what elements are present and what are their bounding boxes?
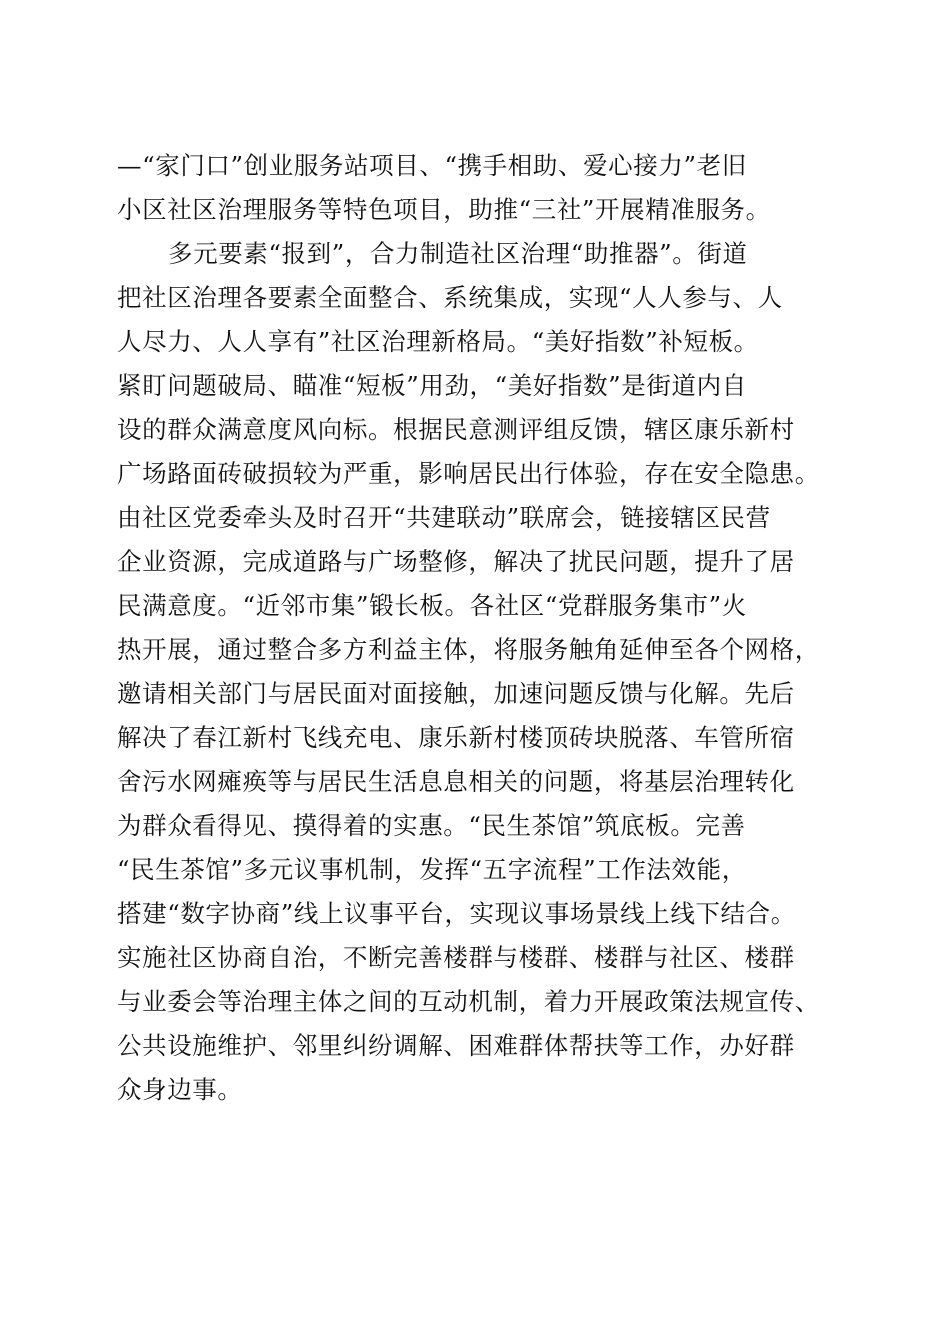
text-line-6: 紧盯问题破局、瞄准“短板”用劲，“美好指数”是街道内自 <box>117 371 747 400</box>
text-line-1: —“家门口”创业服务站项目、“携手相助、爱心接力”老旧 <box>117 151 747 180</box>
text-line-5: 人尽力、人人享有”社区治理新格局。“美好指数”补短板。 <box>117 327 759 356</box>
text-line-19: 实施社区协商自治，不断完善楼群与楼群、楼群与社区、楼群 <box>117 943 795 972</box>
text-line-16: 为群众看得见、摸得着的实惠。“民生茶馆”筑底板。完善 <box>117 811 746 840</box>
text-line-21: 公共设施维护、邻里纠纷调解、困难群体帮扶等工作，办好群 <box>117 1031 795 1060</box>
text-line-15: 舍污水网瘫痪等与居民生活息息相关的问题，将基层治理转化 <box>117 767 795 796</box>
text-line-11: 民满意度。“近邻市集”锻长板。各社区“党群服务集市”火 <box>117 591 747 620</box>
text-line-7: 设的群众满意度风向标。根据民意测评组反馈，辖区康乐新村 <box>117 415 795 444</box>
text-line-2: 小区社区治理服务等特色项目，助推“三社”开展精准服务。 <box>117 195 771 224</box>
text-line-18: 搭建“数字协商”线上议事平台，实现议事场景线上线下结合。 <box>117 899 796 928</box>
text-line-9: 由社区党委牵头及时召开“共建联动”联席会，链接辖区民营 <box>117 503 771 532</box>
text-line-4: 把社区治理各要素全面整合、系统集成，实现“人人参与、人 <box>117 283 783 312</box>
text-line-14: 解决了春江新村飞线充电、康乐新村楼顶砖块脱落、车管所宿 <box>117 723 795 752</box>
text-line-10: 企业资源，完成道路与广场整修，解决了扰民问题，提升了居 <box>117 547 795 576</box>
paragraph-start-line: 多元要素“报到”，合力制造社区治理“助推器”。街道 <box>168 239 748 268</box>
text-line-8: 广场路面砖破损较为严重，影响居民出行体验，存在安全隐患。 <box>117 459 820 488</box>
text-line-22: 众身边事。 <box>117 1075 243 1104</box>
text-line-13: 邀请相关部门与居民面对面接触，加速问题反馈与化解。先后 <box>117 679 795 708</box>
text-line-12: 热开展，通过整合多方利益主体，将服务触角延伸至各个网格， <box>117 635 820 664</box>
text-line-20: 与业委会等治理主体之间的互动机制，着力开展政策法规宣传、 <box>117 987 820 1016</box>
text-line-17: “民生茶馆”多元议事机制，发挥“五字流程”工作法效能， <box>117 855 747 884</box>
